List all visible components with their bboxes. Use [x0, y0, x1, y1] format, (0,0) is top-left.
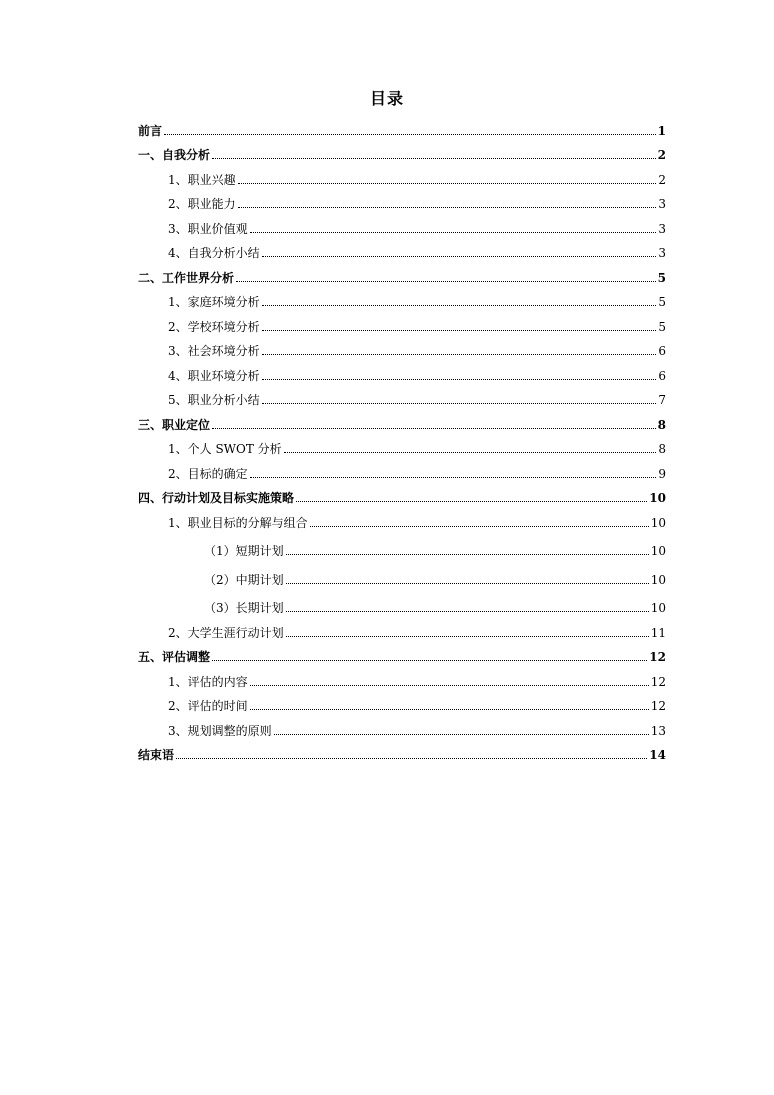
- toc-page-number: 13: [650, 723, 666, 738]
- toc-entry-label: 3、规划调整的原则: [168, 723, 272, 738]
- toc-entry[interactable]: [138, 482, 666, 507]
- toc-page-number: 14: [649, 748, 666, 762]
- toc-entry[interactable]: [138, 261, 666, 286]
- toc-page-number: 2: [658, 172, 666, 187]
- toc-entry[interactable]: [138, 559, 666, 588]
- toc-entry-label: 二、工作世界分析: [138, 270, 235, 285]
- toc-page-number: 10: [649, 491, 666, 505]
- toc-entry[interactable]: [138, 384, 666, 409]
- toc-dot-leader: [296, 501, 647, 502]
- toc-entry-label: 1、个人 SWOT 分析: [168, 442, 282, 456]
- toc-entry-label: 1、家庭环境分析: [168, 295, 260, 309]
- toc-page-number: 5: [658, 319, 666, 334]
- toc-entry[interactable]: [138, 714, 666, 739]
- toc-entry-label: （3）长期计划: [204, 601, 284, 615]
- toc-entry-label: 三、职业定位: [138, 417, 211, 432]
- toc-entry-label: 5、职业分析小结: [168, 393, 260, 407]
- toc-page-number: 1: [657, 123, 666, 138]
- toc-page-number: 12: [650, 674, 666, 689]
- toc-dot-leader: [286, 636, 649, 637]
- toc-page-number: 6: [658, 368, 666, 383]
- toc-dot-leader: [262, 305, 656, 306]
- toc-page-number: 8: [658, 442, 666, 456]
- toc-dot-leader: [238, 207, 656, 208]
- toc-page-number: 10: [650, 544, 666, 558]
- toc-dot-leader: [250, 477, 656, 478]
- toc-entry[interactable]: [138, 506, 666, 531]
- toc-entry[interactable]: [138, 335, 666, 360]
- toc-entry[interactable]: [138, 457, 666, 482]
- toc-page-number: 3: [658, 221, 666, 236]
- toc-page-number: 12: [649, 650, 666, 664]
- toc-entry[interactable]: [138, 163, 666, 188]
- toc-dot-leader: [238, 183, 656, 184]
- toc-entry-label: 1、评估的内容: [168, 674, 248, 689]
- toc-dot-leader: [262, 256, 656, 257]
- toc-page-number: 10: [650, 572, 666, 587]
- table-of-contents: [138, 114, 666, 763]
- toc-entry-label: 2、职业能力: [168, 197, 236, 211]
- toc-entry-label: 前言: [138, 123, 163, 138]
- toc-entry[interactable]: [138, 531, 666, 560]
- toc-page-number: 5: [658, 295, 666, 309]
- toc-entry[interactable]: [138, 616, 666, 641]
- toc-dot-leader: [274, 734, 649, 735]
- toc-page-number: 5: [657, 270, 666, 285]
- toc-entry-label: （1）短期计划: [204, 544, 284, 558]
- page-title: 目录: [369, 89, 404, 108]
- toc-entry-label: 2、大学生涯行动计划: [168, 625, 284, 640]
- toc-dot-leader: [262, 354, 656, 355]
- toc-entry-label: 五、评估调整: [138, 650, 211, 664]
- toc-entry[interactable]: [138, 139, 666, 164]
- toc-entry-label: 4、自我分析小结: [168, 246, 260, 260]
- toc-page-number: 10: [650, 515, 666, 530]
- toc-dot-leader: [250, 685, 649, 686]
- toc-page-number: 10: [650, 601, 666, 615]
- toc-entry[interactable]: [138, 286, 666, 311]
- toc-dot-leader: [212, 660, 647, 661]
- toc-entry-label: 一、自我分析: [138, 148, 211, 162]
- toc-dot-leader: [212, 428, 656, 429]
- toc-dot-leader: [286, 583, 649, 584]
- toc-page-number: 3: [658, 197, 666, 211]
- toc-page-number: 2: [657, 148, 666, 162]
- toc-dot-leader: [176, 758, 647, 759]
- toc-entry-label: 3、职业价值观: [168, 221, 248, 236]
- toc-dot-leader: [212, 158, 656, 159]
- toc-entry-label: 2、学校环境分析: [168, 319, 260, 334]
- toc-entry[interactable]: [138, 739, 666, 764]
- toc-dot-leader: [164, 134, 656, 135]
- toc-entry-label: （2）中期计划: [204, 572, 284, 587]
- toc-page-number: 7: [658, 393, 666, 407]
- toc-entry-label: 结束语: [138, 748, 175, 762]
- toc-entry[interactable]: [138, 690, 666, 715]
- toc-page-number: 9: [658, 466, 666, 481]
- toc-dot-leader: [284, 452, 656, 453]
- toc-entry[interactable]: [138, 188, 666, 213]
- toc-dot-leader: [262, 330, 656, 331]
- toc-entry[interactable]: [138, 408, 666, 433]
- toc-dot-leader: [262, 403, 656, 404]
- toc-entry[interactable]: [138, 641, 666, 666]
- toc-entry[interactable]: [138, 359, 666, 384]
- toc-entry-label: 1、职业兴趣: [168, 172, 236, 187]
- toc-dot-leader: [310, 526, 649, 527]
- toc-dot-leader: [286, 611, 649, 612]
- toc-entry[interactable]: [138, 588, 666, 617]
- toc-page-number: 6: [658, 344, 666, 358]
- toc-dot-leader: [236, 281, 656, 282]
- toc-dot-leader: [262, 379, 656, 380]
- toc-entry-label: 四、行动计划及目标实施策略: [138, 491, 295, 505]
- toc-entry-label: 3、社会环境分析: [168, 344, 260, 358]
- toc-entry-label: 4、职业环境分析: [168, 368, 260, 383]
- toc-entry-label: 2、目标的确定: [168, 466, 248, 481]
- toc-page-number: 8: [657, 417, 666, 432]
- toc-dot-leader: [286, 554, 649, 555]
- toc-entry[interactable]: [138, 212, 666, 237]
- toc-entry-label: 2、评估的时间: [168, 699, 248, 713]
- toc-entry[interactable]: [138, 114, 666, 139]
- toc-page-number: 11: [650, 625, 666, 640]
- toc-entry[interactable]: [138, 310, 666, 335]
- toc-dot-leader: [250, 232, 656, 233]
- toc-entry[interactable]: [138, 433, 666, 458]
- toc-dot-leader: [250, 709, 649, 710]
- toc-entry[interactable]: [138, 665, 666, 690]
- toc-page-number: 3: [658, 246, 666, 260]
- toc-entry[interactable]: [138, 237, 666, 262]
- toc-page-number: 12: [650, 699, 666, 713]
- toc-entry-label: 1、职业目标的分解与组合: [168, 515, 308, 530]
